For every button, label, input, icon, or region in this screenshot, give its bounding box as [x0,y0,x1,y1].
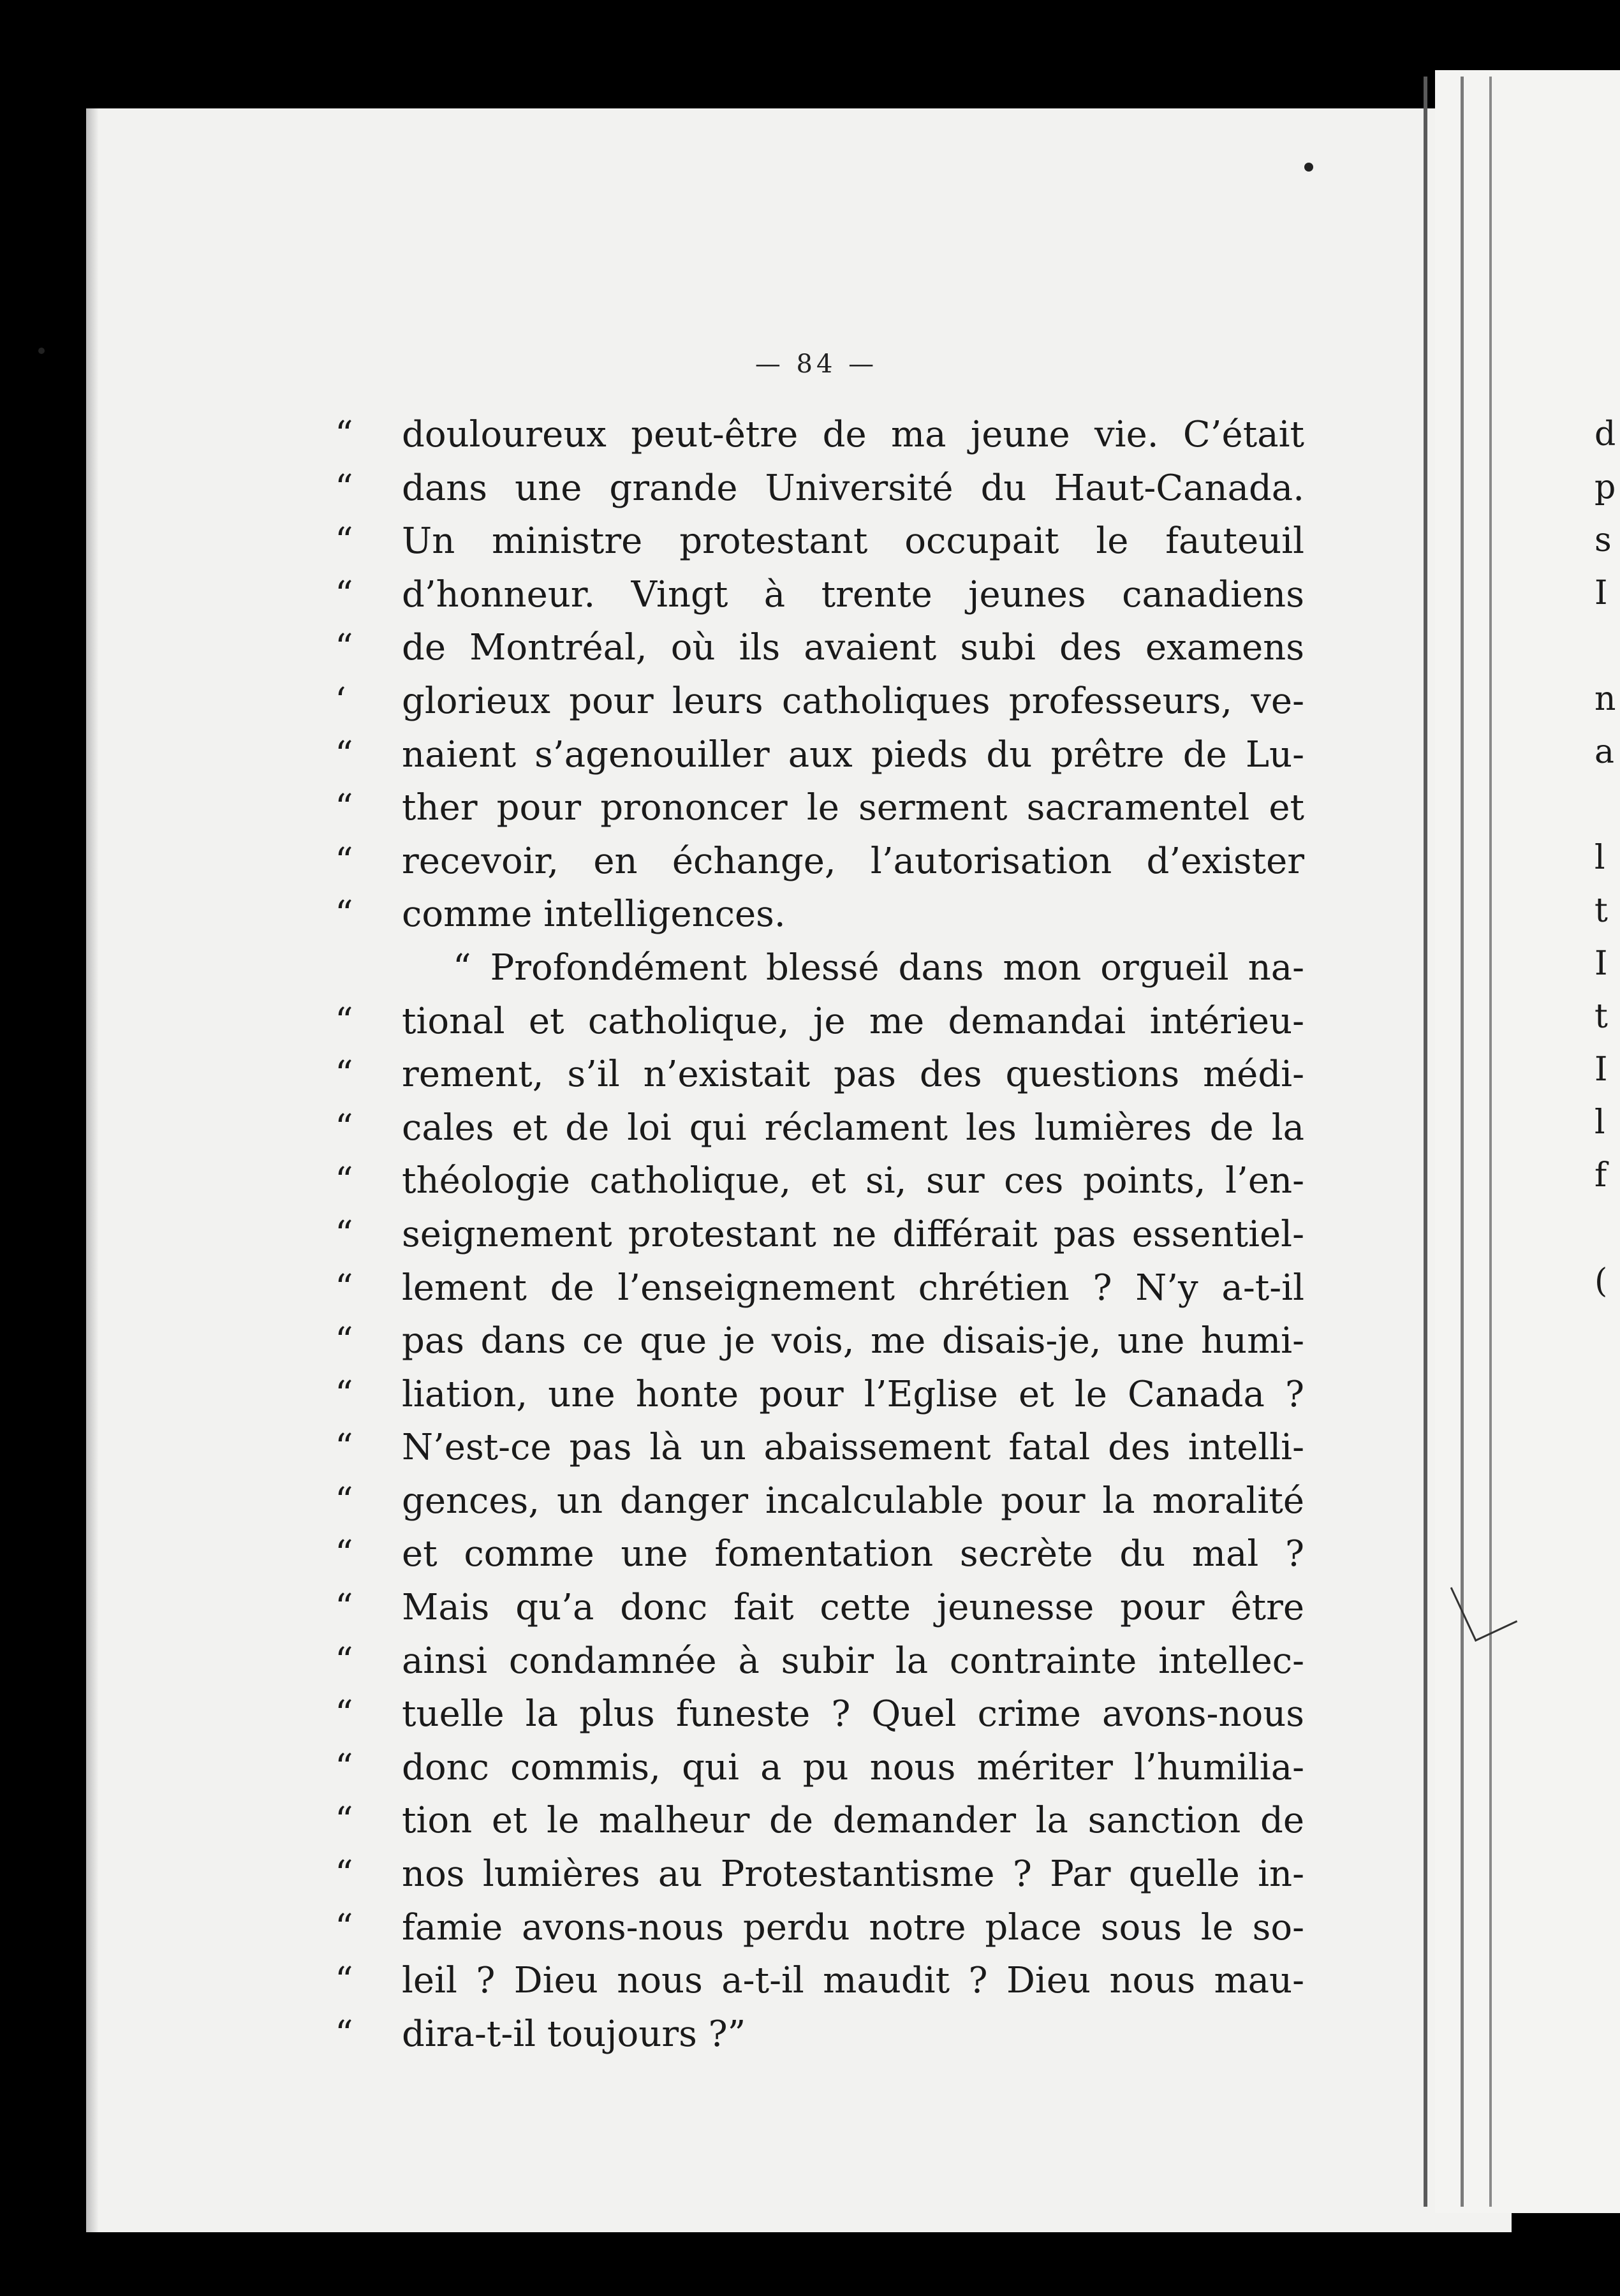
text-line [335,1262,1304,1315]
quote-mark: “ [335,1587,353,1629]
quote-mark: “ [335,1160,353,1202]
text-line [335,1421,1304,1475]
quote-mark: “ [335,1640,353,1682]
line-text: glorieux pour leurs catholiques professeurs, ve- [402,680,1304,722]
text-line [335,515,1304,568]
line-text: ther pour prononcer le serment sacramentel et [402,787,1304,829]
facing-letter: n [1594,680,1616,718]
facing-letter: l [1594,1103,1605,1142]
text-line [335,995,1304,1049]
line-text: dans une grande Université du Haut-Canada. [402,467,1304,509]
facing-letter: p [1594,468,1616,506]
quote-mark: “ [335,2013,353,2055]
text-line [335,1101,1304,1155]
facing-letter: t [1594,892,1608,930]
line-text: ainsi condamnée à subir la contrainte intellec- [402,1640,1304,1682]
text-line [335,1581,1304,1635]
quote-mark: “ [335,1800,353,1842]
text-line [335,1901,1304,1955]
line-text: gences, un danger incalculable pour la moralité [402,1480,1304,1522]
quote-mark: “ [335,1480,353,1522]
line-text: tional et catholique, je me demandai intérieu- [402,1000,1304,1042]
quote-mark: “ [335,1054,353,1096]
text-line [335,781,1304,835]
facing-letter [1594,1202,1616,1255]
line-text: et comme une fomentation secrète du mal ? [402,1533,1304,1575]
line-text: naient s’agenouiller aux pieds du prêtre de Lu- [402,733,1304,776]
line-text: comme intelligences. [402,894,786,936]
quote-mark: “ [335,733,353,776]
text-line [335,2008,1304,2061]
line-text: leil ? Dieu nous a-t-il maudit ? Dieu nous mau- [402,1960,1304,2002]
text-line [335,621,1304,675]
line-text: cales et de loi qui réclament les lumières de la [402,1107,1304,1149]
line-text: tuelle la plus funeste ? Quel crime avons-nous [402,1693,1304,1735]
text-line [335,888,1304,941]
facing-letter: ( [1594,1262,1608,1300]
line-text: dira-t-il toujours ?” [402,2013,746,2055]
quote-mark: “ [335,787,353,829]
facing-letter: I [1594,574,1608,612]
text-line [335,1368,1304,1422]
text-line [335,1475,1304,1528]
quote-mark: “ [335,573,353,615]
quote-mark: “ [335,1000,353,1042]
text-line [335,1154,1304,1208]
text-line [335,1314,1304,1368]
binding-edge [1461,77,1464,2207]
page-edge-shadow [86,108,99,2232]
quote-mark: “ [335,1746,353,1788]
line-text: rement, s’il n’existait pas des questions médi- [402,1054,1304,1096]
line-text: N’est-ce pas là un abaissement fatal des intelli- [402,1427,1304,1469]
text-line [335,568,1304,622]
facing-letter [1594,620,1616,673]
quote-mark: “ [335,1853,353,1895]
quote-mark: “ [335,467,353,509]
facing-letter: I [1594,945,1608,983]
text-line [335,1794,1304,1848]
quote-mark: ‘ [335,680,346,722]
quote-mark: “ [335,1107,353,1149]
text-line [335,1954,1304,2008]
speck [1304,163,1313,172]
facing-letter: I [1594,1050,1608,1089]
facing-letter: t [1594,997,1608,1036]
line-text: donc commis, qui a pu nous mériter l’humilia- [402,1746,1304,1788]
quote-mark: “ [335,1906,353,1948]
line-text: douloureux peut-être de ma jeune vie. C’était [402,414,1304,455]
line-text: famie avons-nous perdu notre place sous le so- [402,1906,1304,1948]
text-line [335,1635,1304,1688]
facing-letter: l [1594,839,1605,877]
text-line [335,835,1304,888]
quote-mark: “ [335,1320,353,1362]
line-text: de Montréal, où ils avaient subi des examens [402,627,1304,669]
line-text: seignement protestant ne différait pas essentiel- [402,1213,1304,1255]
line-text: théologie catholique, et si, sur ces points, l’en- [402,1160,1304,1202]
text-line [335,1741,1304,1795]
line-text: pas dans ce que je vois, me disais-je, une humi- [402,1320,1304,1362]
quote-mark: “ [335,1533,353,1575]
quote-mark: “ [335,1267,353,1309]
quote-mark: “ [335,520,353,563]
text-line [335,1527,1304,1581]
quote-mark: “ [335,894,353,936]
quote-mark: “ [335,840,353,882]
text-line [341,941,1304,995]
text-line [335,1848,1304,1901]
quote-mark: “ [335,1960,353,2002]
line-text: recevoir, en échange, l’autorisation d’exister [402,840,1304,882]
line-text: Un ministre protestant occupait le fauteuil [402,520,1304,563]
text-line [335,1208,1304,1262]
line-text: “ Profondément blessé dans mon orgueil na- [453,946,1304,989]
quote-mark: “ [335,627,353,669]
text-line [335,1048,1304,1101]
facing-letter: s [1594,521,1612,559]
line-text: tion et le malheur de demander la sanction de [402,1800,1304,1842]
binding-edge [1424,77,1427,2207]
body-text [335,408,1304,2061]
facing-letter: a [1594,733,1615,771]
quote-mark: “ [335,1693,353,1735]
speck [38,348,45,354]
line-text: nos lumières au Protestantisme ? Par quelle in- [402,1853,1304,1895]
quote-mark: “ [335,414,353,455]
text-line [335,728,1304,782]
facing-letter [1594,779,1616,832]
line-text: lement de l’enseignement chrétien ? N’y a-t-il [402,1267,1304,1309]
facing-page-text [1594,408,1616,1308]
facing-letter: f [1594,1156,1607,1195]
text-line [335,1688,1304,1741]
quote-mark: “ [335,1427,353,1469]
binding-edge [1489,77,1492,2207]
quote-mark: “ [335,1213,353,1255]
quote-mark: “ [335,1373,353,1415]
facing-letter: d [1594,415,1616,453]
line-text: Mais qu’a donc fait cette jeunesse pour être [402,1587,1304,1629]
text-line [335,408,1304,462]
line-text: d’honneur. Vingt à trente jeunes canadiens [402,573,1304,615]
line-text: liation, une honte pour l’Eglise et le Canada ? [402,1373,1304,1415]
text-line [335,675,1304,728]
text-line [335,462,1304,515]
page-number: — 84 — [755,350,878,379]
